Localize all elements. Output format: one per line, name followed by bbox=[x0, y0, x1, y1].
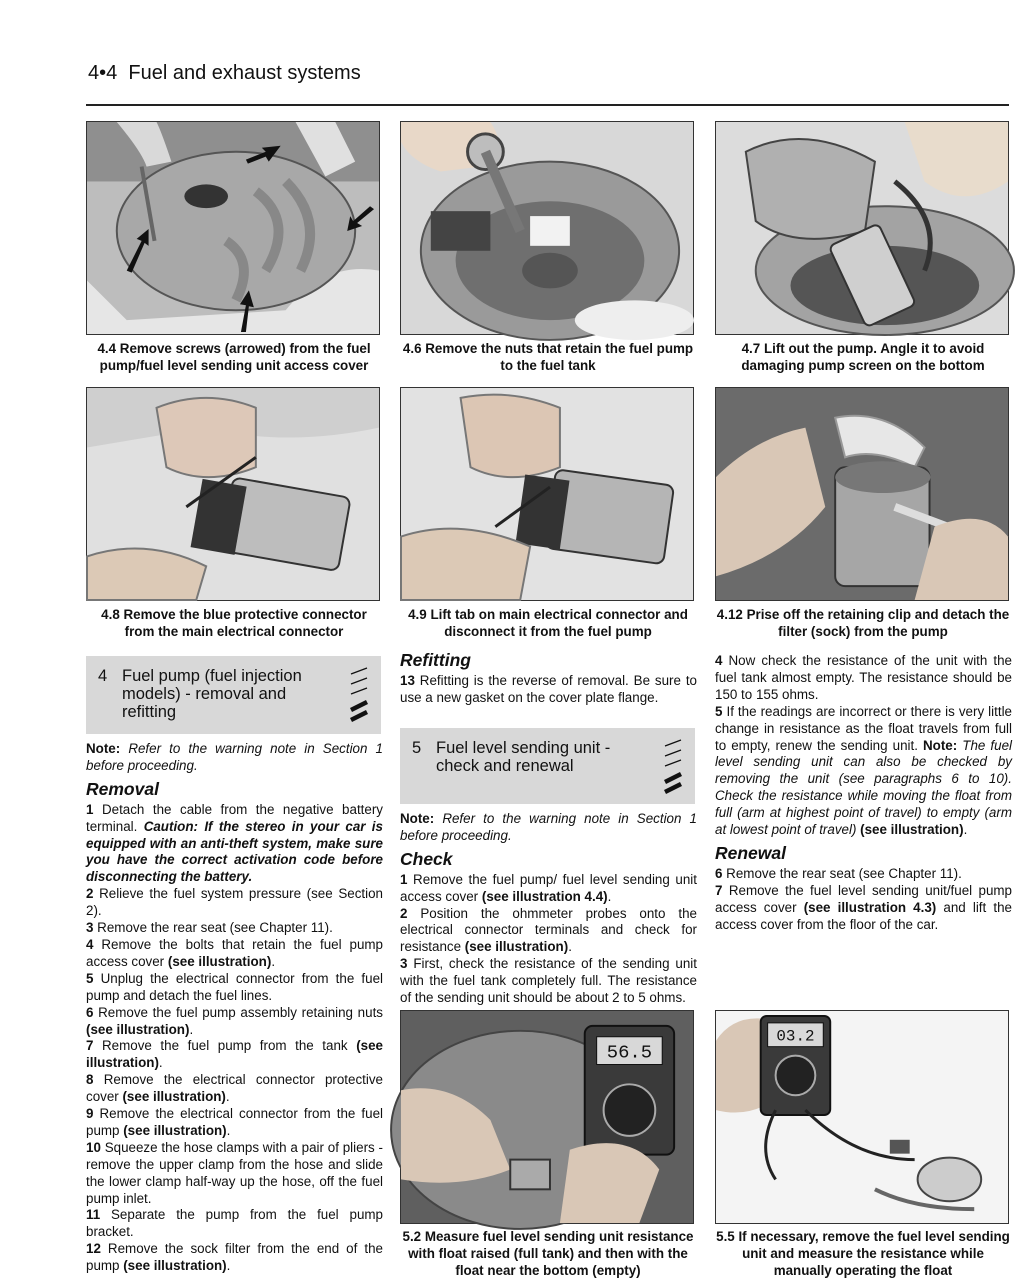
section-4-heading bbox=[86, 656, 381, 734]
column-2-bottom bbox=[400, 811, 697, 1006]
photo-4-12 bbox=[715, 387, 1009, 601]
difficulty-wrench-icon bbox=[661, 736, 687, 794]
note-label: Note: bbox=[400, 811, 435, 826]
step-12: 12 Remove the sock filter from the end of the pump (see illustration). bbox=[86, 1241, 383, 1274]
photo-4-4 bbox=[86, 121, 380, 335]
photo-4-6 bbox=[400, 121, 694, 335]
photo-4-9 bbox=[400, 387, 694, 601]
check-step-2: 2 Position the ohmmeter probes onto the electrical connector terminals and check for resistance (see illustration). bbox=[400, 905, 697, 955]
difficulty-wrench-icon bbox=[347, 664, 373, 722]
photo-4-7 bbox=[715, 121, 1009, 335]
step-10: 10 Squeeze the hose clamps with a pair of pliers - remove the upper clamp from the hose and slide the lower clamp half-way up the hose, off the fuel pump inlet. bbox=[86, 1139, 383, 1206]
photo-caption: 4.8 Remove the blue protective connector from the main electrical connector bbox=[101, 607, 367, 639]
section-4-note bbox=[86, 741, 383, 775]
section-title-sub: - removal and refitting bbox=[122, 685, 287, 721]
renewal-heading: Renewal bbox=[715, 842, 786, 863]
step-3: 3 Remove the rear seat (see Chapter 11). bbox=[86, 920, 333, 936]
meter-reading: 03.2 bbox=[776, 1027, 815, 1046]
meter-reading: 56.5 bbox=[606, 1041, 653, 1064]
note-text: Refer to the warning note in Section 1 before proceeding. bbox=[400, 811, 697, 843]
photo-caption: 4.6 Remove the nuts that retain the fuel pump to the fuel tank bbox=[402, 341, 694, 373]
photo-caption: 4.9 Lift tab on main electrical connector and disconnect it from the fuel pump bbox=[408, 607, 688, 639]
section-number: 4 bbox=[98, 667, 108, 685]
renewal-step-6: 6 Remove the rear seat (see Chapter 11). bbox=[715, 865, 962, 881]
step-6: 6 Remove the fuel pump assembly retaining nuts (see illustration). bbox=[86, 1004, 383, 1037]
step-1: 1 Detach the cable from the negative battery terminal. Caution: If the stereo in your car is equipped with an anti-theft system, make sure you have the correct activation code before disconnecting the battery. bbox=[86, 801, 383, 885]
note-label: Note: bbox=[86, 741, 121, 756]
column-2-top bbox=[400, 648, 697, 707]
check-step-1: 1 Remove the fuel pump/ fuel level sending unit access cover (see illustration 4.4). bbox=[400, 871, 697, 904]
photo-caption: 5.2 Measure fuel level sending unit resistance with float raised (full tank) and then with the float near the bottom (empty) bbox=[402, 1229, 694, 1278]
check-step-3: 3 First, check the resistance of the sending unit with the fuel tank completely full. The resistance of the sending unit should be about 2 to 5 ohms. bbox=[400, 956, 697, 1006]
section-title-main: Fuel level sending unit bbox=[436, 739, 601, 757]
section-number: 5 bbox=[412, 739, 422, 757]
renewal-step-7: 7 Remove the fuel level sending unit/fuel pump access cover (see illustration 4.3) and lift the access cover from the floor of the car. bbox=[715, 882, 1012, 932]
check-step-5: 5 If the readings are incorrect or there is very little change in resistance as the float travels from full to empty, renew the sending unit. Note: The fuel level sending unit can also be checked by removing the unit (see paragraphs 6 to 10). Check the resistance while moving the float from full (arm at highest point of travel) to empty (arm at lowest point of travel) (see illustration). bbox=[715, 703, 1012, 838]
section-title-sub: - check and renewal bbox=[436, 739, 611, 775]
photo-caption: 5.5 If necessary, remove the fuel level sending unit and measure the resistance while manually operating the float bbox=[716, 1229, 1010, 1278]
section-title bbox=[436, 739, 646, 775]
photo-caption: 4.4 Remove screws (arrowed) from the fuel pump/fuel level sending unit access cover bbox=[97, 341, 371, 373]
photo-caption: 4.12 Prise off the retaining clip and detach the filter (sock) from the pump bbox=[716, 607, 1010, 639]
column-1 bbox=[86, 741, 383, 1275]
header-rule bbox=[86, 104, 1009, 106]
step-8: 8 Remove the electrical connector protective cover (see illustration). bbox=[86, 1072, 383, 1105]
photo-4-8 bbox=[86, 387, 380, 601]
photo-caption: 4.7 Lift out the pump. Angle it to avoid damaging pump screen on the bottom bbox=[741, 341, 985, 373]
removal-heading: Removal bbox=[86, 778, 159, 799]
page-title: Fuel and exhaust systems bbox=[128, 62, 361, 84]
refitting-heading: Refitting bbox=[400, 650, 471, 670]
section-5-heading bbox=[400, 728, 695, 804]
photo-5-5 bbox=[715, 1010, 1009, 1224]
step-5: 5 Unplug the electrical connector from the fuel pump and detach the fuel lines. bbox=[86, 970, 383, 1003]
check-step-4: 4 Now check the resistance of the unit with the fuel tank almost empty. The resistance should be 150 to 155 ohms. bbox=[715, 653, 1012, 702]
step-9: 9 Remove the electrical connector from the fuel pump (see illustration). bbox=[86, 1106, 383, 1138]
section-title-main: Fuel pump (fuel injection models) bbox=[122, 667, 302, 703]
section-title bbox=[122, 667, 332, 721]
column-3 bbox=[715, 653, 1012, 934]
step-7: 7 Remove the fuel pump from the tank (see illustration). bbox=[86, 1038, 383, 1071]
page-number: 4•4 bbox=[88, 62, 118, 84]
page-header bbox=[88, 62, 361, 85]
photo-5-2 bbox=[400, 1010, 694, 1224]
note-text: Refer to the warning note in Section 1 before proceeding. bbox=[86, 741, 383, 773]
check-heading: Check bbox=[400, 848, 453, 869]
step-11: 11 Separate the pump from the fuel pump bracket. bbox=[86, 1207, 383, 1240]
step-2: 2 Relieve the fuel system pressure (see Section 2). bbox=[86, 886, 383, 919]
step-13: 13 Refitting is the reverse of removal. Be sure to use a new gasket on the cover plate flange. bbox=[400, 672, 697, 705]
section-5-note bbox=[400, 811, 697, 845]
step-4: 4 Remove the bolts that retain the fuel pump access cover (see illustration). bbox=[86, 936, 383, 969]
